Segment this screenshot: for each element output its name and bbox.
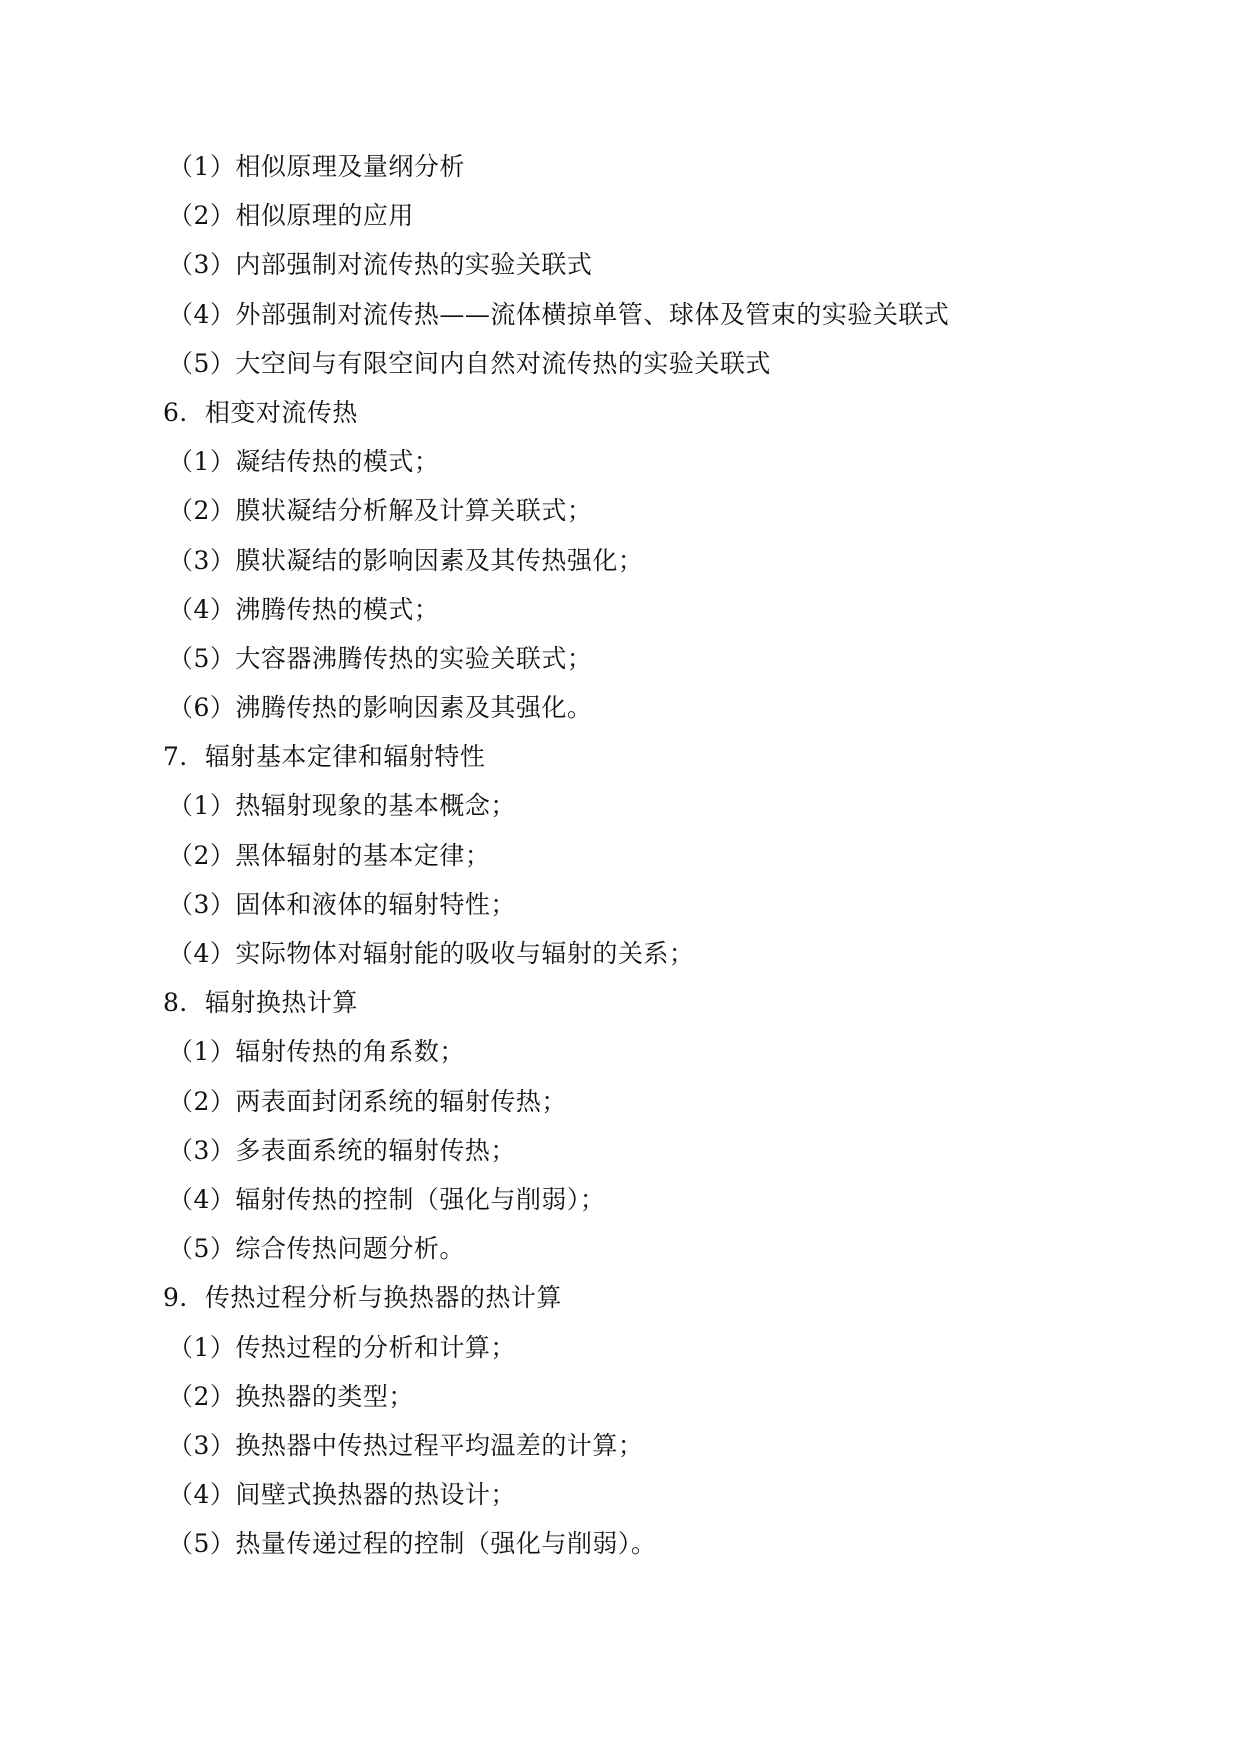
list-item: （3）多表面系统的辐射传热； <box>168 1135 516 1165</box>
list-item: （4）间壁式换热器的热设计； <box>168 1480 516 1510</box>
list-item: （1）传热过程的分析和计算； <box>168 1332 516 1362</box>
list-item: （4）实际物体对辐射能的吸收与辐射的关系； <box>168 939 695 968</box>
list-item: （5）大容器沸腾传热的实验关联式； <box>168 643 593 673</box>
list-item: （2）换热器的类型； <box>168 1381 414 1411</box>
list-item: （5）综合传热问题分析。 <box>168 1234 465 1264</box>
list-item: （6）沸腾传热的影响因素及其强化。 <box>168 693 593 723</box>
list-item: （3）固体和液体的辐射特性； <box>168 889 516 919</box>
list-item: （2）相似原理的应用 <box>168 201 414 231</box>
list-item: （3）膜状凝结的影响因素及其传热强化； <box>168 545 644 575</box>
list-item: （1）热辐射现象的基本概念； <box>168 791 516 821</box>
list-item: （2）黑体辐射的基本定律； <box>168 840 491 870</box>
list-item: （2）膜状凝结分析解及计算关联式； <box>168 496 593 526</box>
section-heading: 7．辐射基本定律和辐射特性 <box>163 742 486 772</box>
list-item: （1）凝结传热的模式； <box>168 447 440 477</box>
list-item: （2）两表面封闭系统的辐射传热； <box>168 1086 567 1116</box>
list-item: （3）内部强制对流传热的实验关联式 <box>168 250 593 280</box>
section-heading: 8．辐射换热计算 <box>163 988 358 1018</box>
section-heading: 6．相变对流传热 <box>163 397 358 427</box>
list-item: （4）辐射传热的控制（强化与削弱）； <box>168 1184 606 1214</box>
list-item: （1）相似原理及量纲分析 <box>168 152 465 181</box>
syllabus-list <box>0 142 949 1568</box>
list-item: （4）外部强制对流传热——流体横掠单管、球体及管束的实验关联式 <box>168 299 950 329</box>
list-item: （3）换热器中传热过程平均温差的计算； <box>168 1430 644 1460</box>
list-item: （5）大空间与有限空间内自然对流传热的实验关联式 <box>168 348 771 378</box>
list-item: （1）辐射传热的角系数； <box>168 1037 465 1067</box>
list-item: （5）热量传递过程的控制（强化与削弱）。 <box>168 1529 657 1559</box>
list-item: （4）沸腾传热的模式； <box>168 594 440 624</box>
section-heading: 9．传热过程分析与换热器的热计算 <box>163 1283 562 1313</box>
